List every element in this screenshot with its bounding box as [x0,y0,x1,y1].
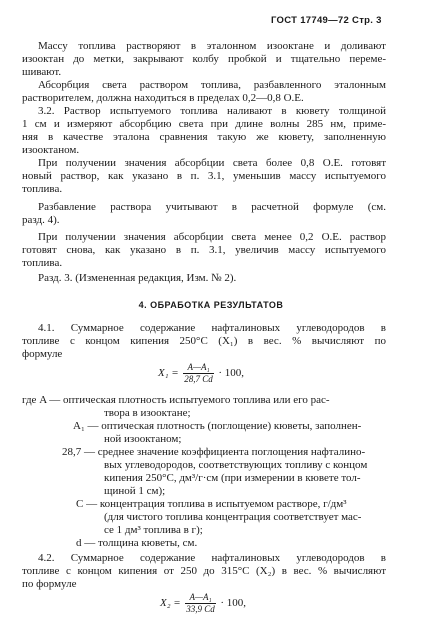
definition-line: d — толщина кюветы, см. [76,537,198,549]
formula-lhs: X₂ = [160,597,181,610]
text-line: Абсорбция света раствором топлива, разбавленного эталонным [38,79,386,91]
text-line: 4.1. Суммарное содержание нафталиновых углеводородов в [38,322,386,334]
definition-line: вых углеводородов, соответствующих топливу с концом [104,459,368,471]
text-line: При получении значения абсорбции света более 0,8 О.Е. готовят [38,157,386,169]
amendment-note: Разд. 3. (Измененная редакция, Изм. № 2). [38,272,237,284]
definition-line: се 1 дм³ топлива в г); [104,524,203,536]
formula-x1 [158,362,244,385]
definition-line: C — концентрация топлива в испытуемом растворе, г/дм³ [76,498,347,510]
formula-tail: · 100, [218,367,245,380]
text-line: по формуле [22,578,77,590]
definition-line: A₁ — оптическая плотность (поглощение) кюветы, заполнен- [73,420,362,432]
text-line: растворителем, должна находиться в пределах 0,2—0,8 О.Е. [22,92,304,104]
definition-line: кипения 250°С, дм³/г·см (при измерении в кювете тол- [104,472,361,484]
formula-x2 [160,592,246,615]
formula-numerator: A—A₁ [183,362,213,374]
text-line: разд. 4). [22,214,60,226]
formula-denominator: 28,7 Cd [184,374,213,384]
formula-denominator: 33,9 Cd [186,604,215,614]
definition-line: ной изооктаном; [104,433,182,445]
formula-lhs: X₁ = [158,367,179,380]
text-line: Разбавление раствора учитывают в расчетной формуле (см. [38,201,386,213]
text-line: готовят снова, как указано в п. 3.1, увеличив массу испытуемого [22,244,386,256]
definition-line: твора в изооктане; [104,407,191,419]
text-line: изооктан до метки, закрывают колбу пробкой и тщательно переме- [22,53,386,65]
text-line: При получении значения абсорбции света менее 0,2 О.Е. раствор [38,231,386,243]
text-line: 3.2. Раствор испытуемого топлива наливают в кювету толщиной [38,105,386,117]
formula-numerator: A—A₁ [185,592,215,604]
formula-fraction [183,362,213,385]
text-line: формуле [22,348,63,360]
text-line: топлива. [22,257,63,269]
text-line: топлива. [22,183,63,195]
text-line: топливе с концом кипения от 250 до 315°С (X₂) в вес. % вычисляют [22,565,386,577]
section-title: 4. ОБРАБОТКА РЕЗУЛЬТАТОВ [138,300,284,310]
definition-line: щиной 1 см); [104,485,166,497]
text-line: изооктаном. [22,144,80,156]
definition-line: (для чистого топлива концентрация соответствует мас- [104,511,362,523]
text-line: 1 см и измеряют абсорбцию света при длине волны 285 нм, приме- [22,118,386,130]
text-line: шивают. [22,66,62,78]
text-line: няя в качестве эталона сравнения такую же кювету, заполненную [22,131,386,143]
formula-fraction [185,592,215,615]
definition-line: где A — оптическая плотность испытуемого топлива или его рас- [22,394,330,406]
text-line: 4.2. Суммарное содержание нафталиновых углеводородов в [38,552,386,564]
text-line: топливе с концом кипения 250°С (X₁) в вес. % вычисляют по [22,335,386,347]
formula-tail: · 100, [220,597,247,610]
text-line: новый раствор, как указано в п. 3.1, уменьшив массу испытуемого [22,170,386,182]
definition-line: 28,7 — среднее значение коэффициента поглощения нафталино- [62,446,366,458]
page-header: ГОСТ 17749—72 Стр. 3 [271,15,382,26]
text-line: Массу топлива растворяют в эталонном изооктане и доливают [38,40,386,52]
